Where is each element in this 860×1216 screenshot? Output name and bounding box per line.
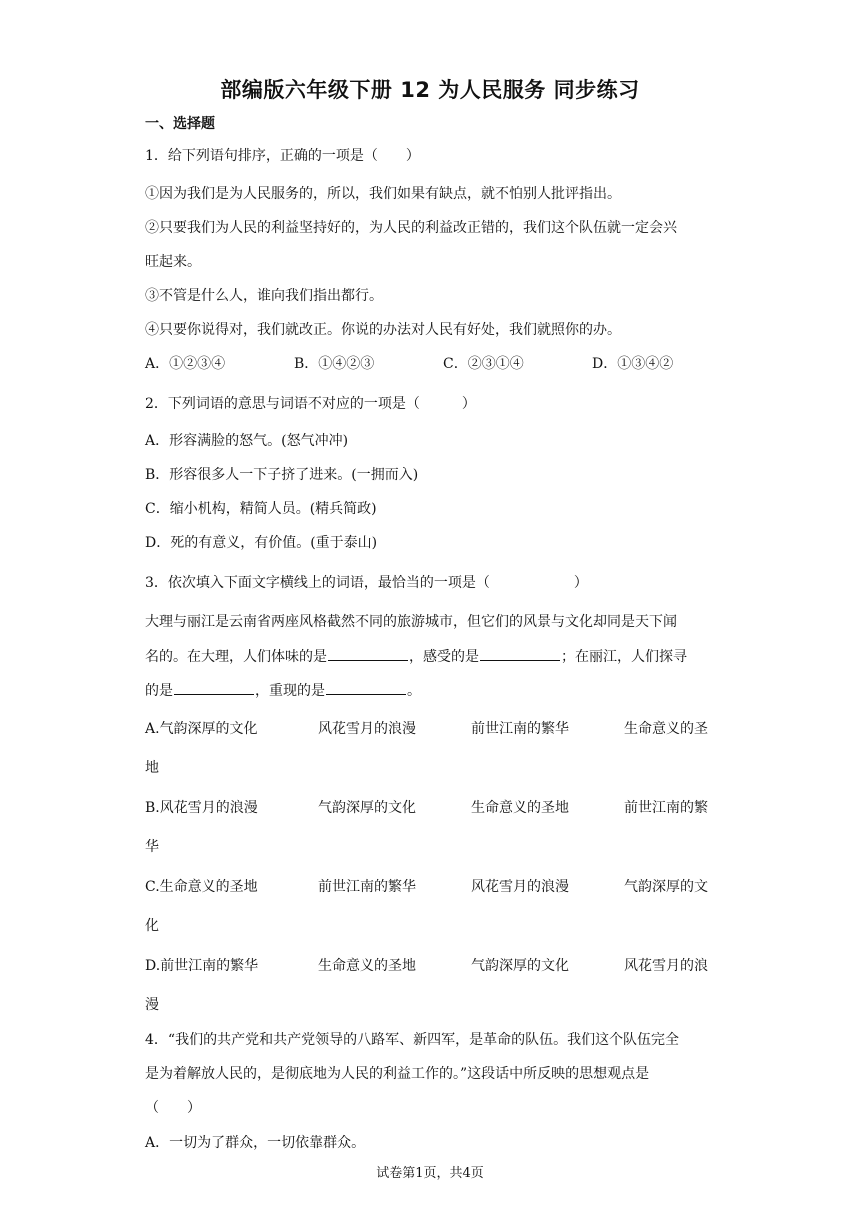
q3-blank-4 <box>326 680 406 695</box>
q3-option-a-choice-4: 生命意义的圣 <box>624 721 708 737</box>
q1-option-a[interactable]: A．①②③④ <box>145 356 226 372</box>
q3-passage-text: 的是 <box>145 683 173 699</box>
q1-stem: 1．给下列语句排序，正确的一项是（ ） <box>145 148 420 164</box>
q3-option-b-choice-2: 气韵深厚的文化 <box>318 800 416 816</box>
page-title: 部编版六年级下册 12 为人民服务 同步练习 <box>220 78 640 102</box>
q3-passage-text: ；在丽江，人们探寻 <box>561 649 687 665</box>
q1-sentence-3: ③不管是什么人，谁向我们指出都行。 <box>145 288 383 304</box>
q4-option-a[interactable]: A．一切为了群众，一切依靠群众。 <box>145 1135 366 1151</box>
q3-passage-line-1: 大理与丽江是云南省两座风格截然不同的旅游城市，但它们的风景与文化却同是天下闻 <box>145 614 677 630</box>
q3-passage-text: 。 <box>407 683 421 699</box>
q3-option-d-choice-4: 风花雪月的浪 <box>624 958 708 974</box>
q3-blank-2 <box>480 646 560 661</box>
q3-option-b-choice-3: 生命意义的圣地 <box>471 800 569 816</box>
q3-option-d[interactable]: D.前世江南的繁华 <box>145 958 259 974</box>
q4-stem-line-1: 4．“我们的共产党和共产党领导的八路军、新四军，是革命的队伍。我们这个队伍完全 <box>145 1032 680 1048</box>
q1-sentence-2-wrap: 旺起来。 <box>145 254 201 270</box>
q2-option-b[interactable]: B．形容很多人一下子挤了进来。(一拥而入) <box>145 467 419 483</box>
q3-option-d-choice-2: 生命意义的圣地 <box>318 958 416 974</box>
q4-stem-line-2: 是为着解放人民的，是彻底地为人民的利益工作的。”这段话中所反映的思想观点是 <box>145 1066 650 1082</box>
q2-option-a[interactable]: A．形容满脸的怒气。(怒气冲冲) <box>145 433 349 449</box>
q3-passage-text: 名的。在大理，人们体味的是 <box>145 649 327 665</box>
q3-passage-line-2 <box>145 646 687 667</box>
q3-option-b[interactable]: B.风花雪月的浪漫 <box>145 800 258 816</box>
q3-option-c-choice-4: 气韵深厚的文 <box>624 879 708 895</box>
q2-stem: 2．下列词语的意思与词语不对应的一项是（ ） <box>145 396 476 412</box>
q3-option-b-choice-4: 前世江南的繁 <box>624 800 708 816</box>
q3-passage-text: ，感受的是 <box>409 649 479 665</box>
q3-option-b-wrap: 华 <box>145 839 159 855</box>
q3-stem: 3．依次填入下面文字横线上的词语，最恰当的一项是（ ） <box>145 575 588 591</box>
q2-option-c[interactable]: C．缩小机构，精简人员。(精兵简政) <box>145 501 377 517</box>
q1-option-d[interactable]: D．①③④② <box>592 356 674 372</box>
q3-option-c[interactable]: C.生命意义的圣地 <box>145 879 258 895</box>
q1-option-c[interactable]: C．②③①④ <box>443 356 524 372</box>
q3-option-d-wrap: 漫 <box>145 997 159 1013</box>
q3-blank-1 <box>328 646 408 661</box>
q2-option-d[interactable]: D．死的有意义，有价值。(重于泰山) <box>145 535 378 551</box>
section-heading: 一、选择题 <box>145 116 215 132</box>
q3-passage-text: ，重现的是 <box>255 683 325 699</box>
q3-option-c-choice-2: 前世江南的繁华 <box>318 879 416 895</box>
q3-option-c-wrap: 化 <box>145 918 159 934</box>
q3-blank-3 <box>174 680 254 695</box>
q3-option-a[interactable]: A.气韵深厚的文化 <box>145 721 258 737</box>
q3-option-a-wrap: 地 <box>145 760 159 776</box>
q3-option-c-choice-3: 风花雪月的浪漫 <box>471 879 569 895</box>
page-footer: 试卷第1页，共4页 <box>376 1166 484 1181</box>
q1-sentence-2: ②只要我们为人民的利益坚持好的，为人民的利益改正错的，我们这个队伍就一定会兴 <box>145 220 677 236</box>
q1-option-b[interactable]: B．①④②③ <box>294 356 375 372</box>
q3-option-a-choice-3: 前世江南的繁华 <box>471 721 569 737</box>
q1-sentence-4: ④只要你说得对，我们就改正。你说的办法对人民有好处，我们就照你的办。 <box>145 322 621 338</box>
q3-option-a-choice-2: 风花雪月的浪漫 <box>318 721 416 737</box>
q1-sentence-1: ①因为我们是为人民服务的，所以，我们如果有缺点，就不怕别人批评指出。 <box>145 186 621 202</box>
q3-passage-line-3 <box>145 680 421 701</box>
q4-stem-line-3: （ ） <box>145 1100 201 1116</box>
q3-option-d-choice-3: 气韵深厚的文化 <box>471 958 569 974</box>
